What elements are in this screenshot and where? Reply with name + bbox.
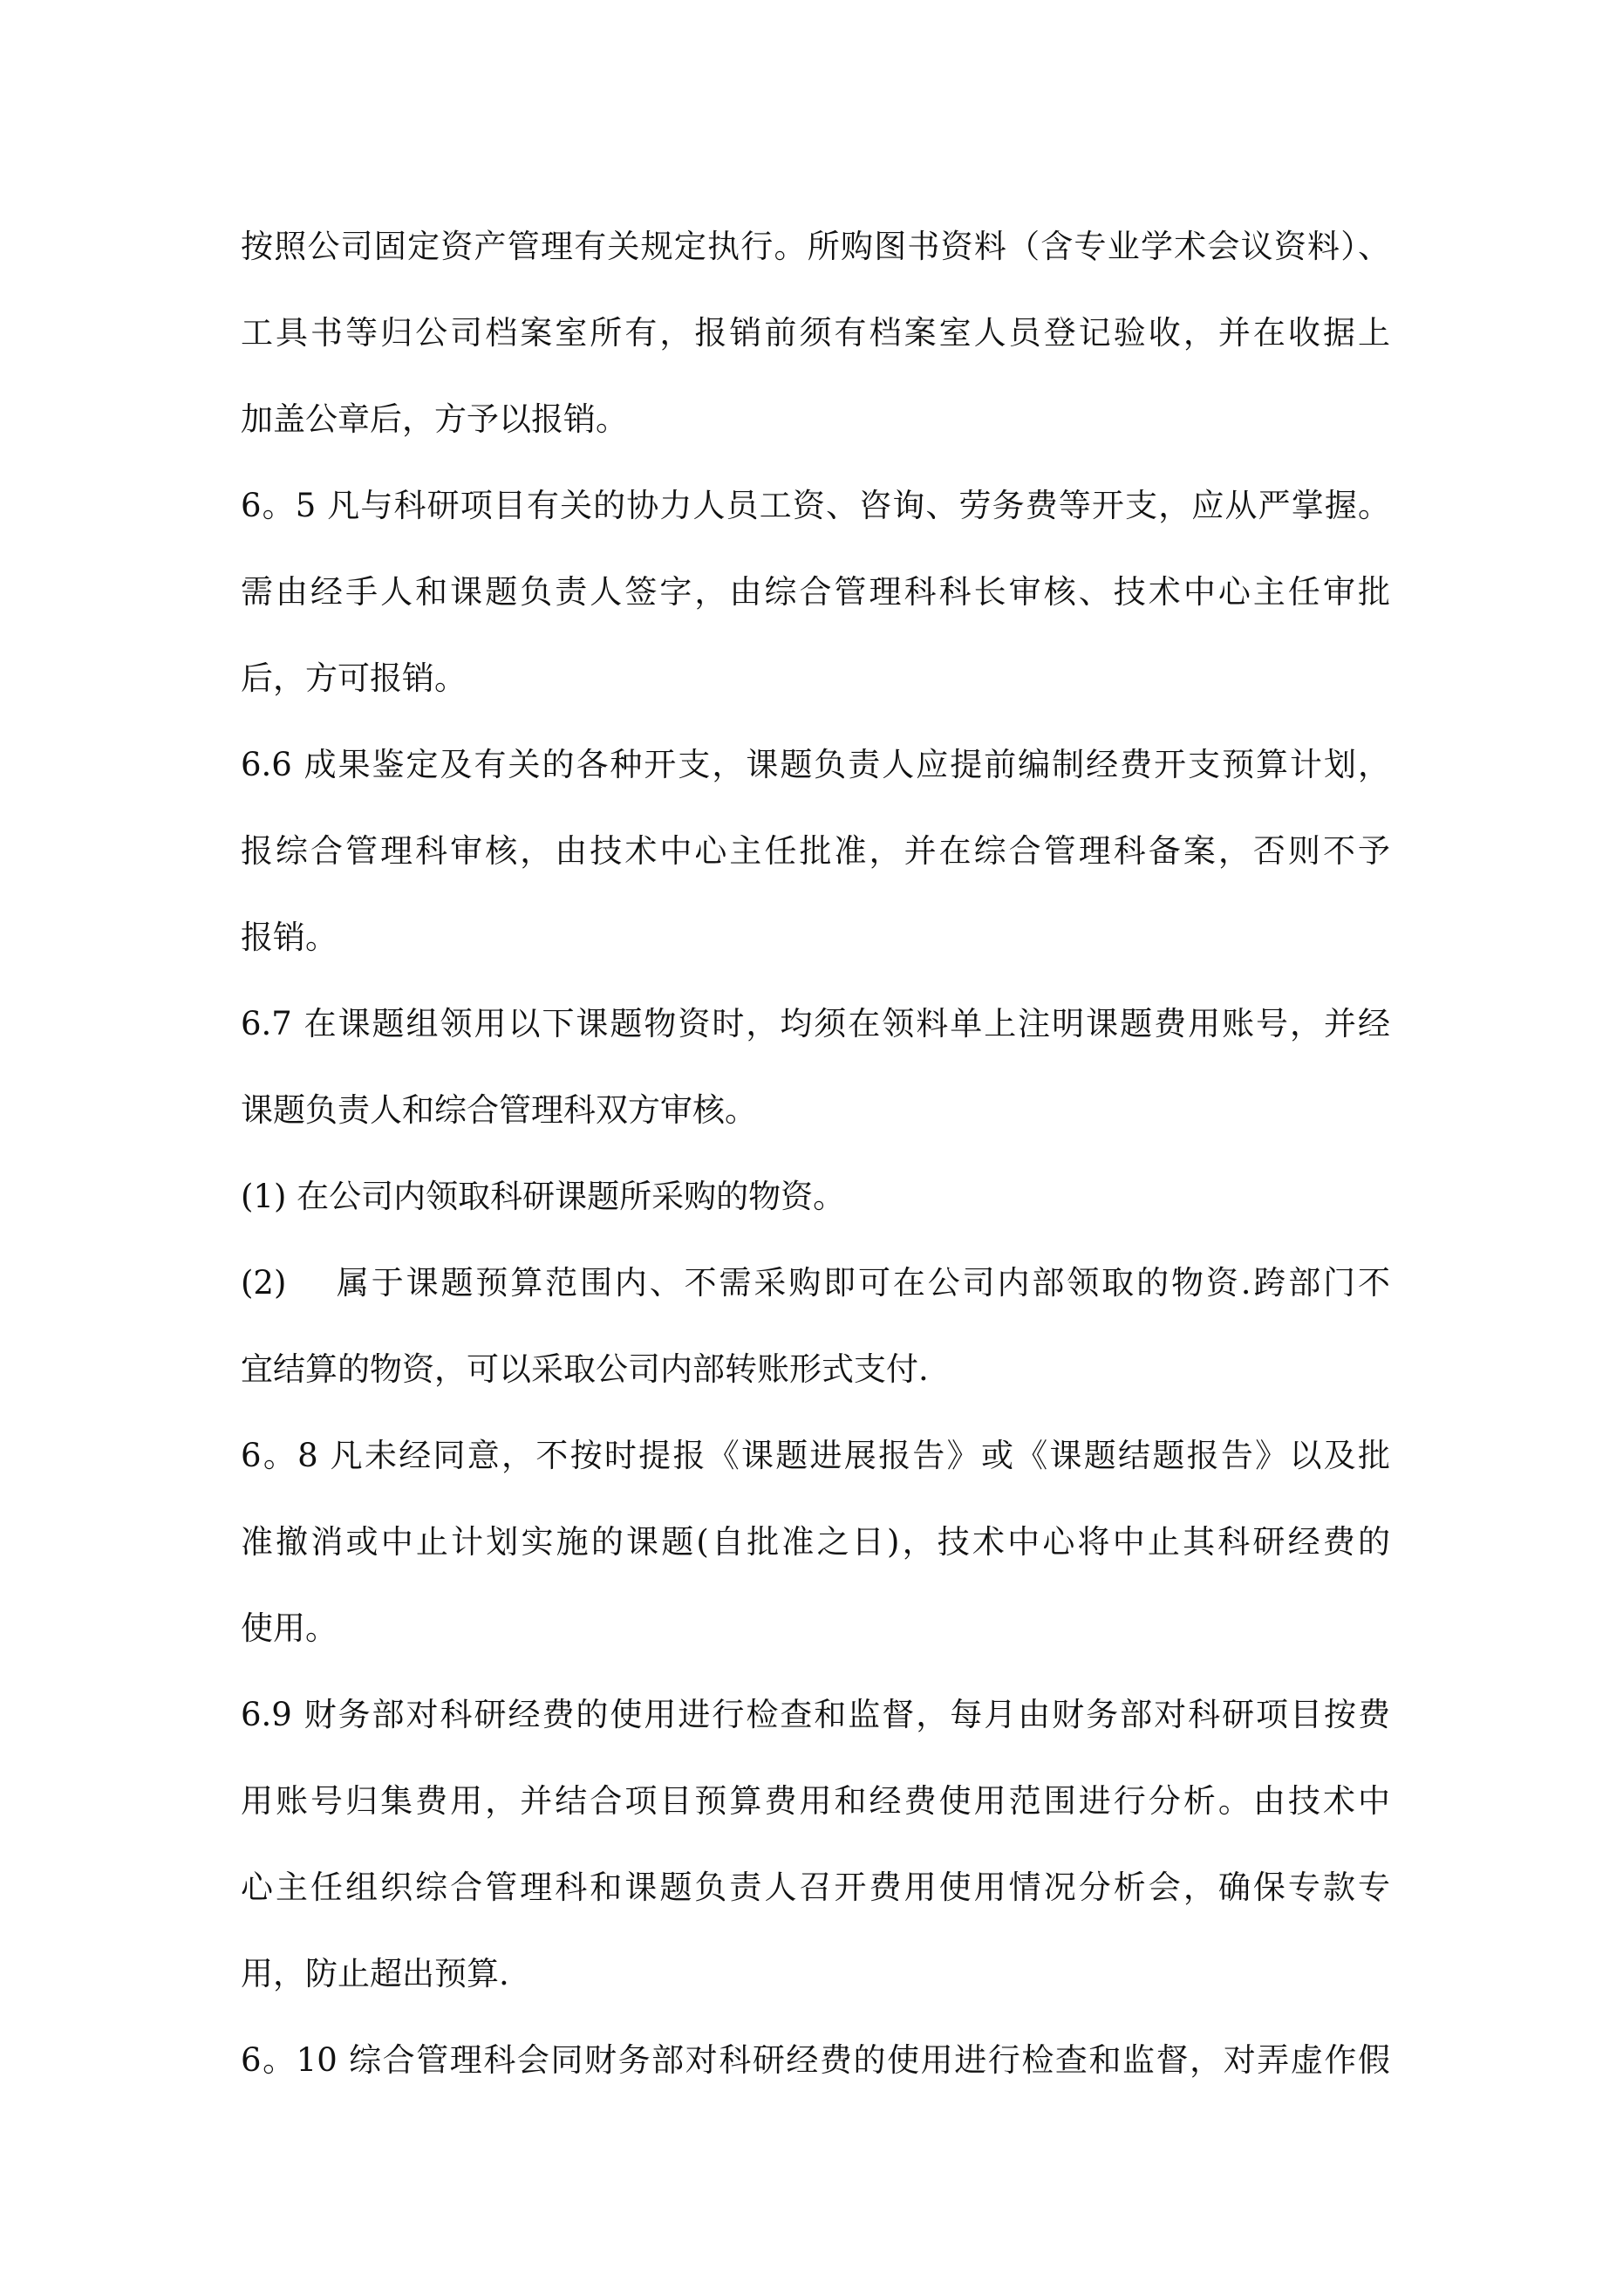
paragraph-6-5 (241, 462, 1390, 721)
paragraph-6-10 (241, 2017, 1390, 2103)
paragraph-6-7 (241, 981, 1390, 1153)
paragraph-line: 6。8 凡未经同意，不按时提报《课题进展报告》或《课题结题报告》以及批 (241, 1437, 1390, 1474)
paragraph-line: 课题负责人和综合管理科双方审核。 (241, 1091, 757, 1129)
paragraph-line: 6。10 综合管理科会同财务部对科研经费的使用进行检查和监督，对弄虚作假 (241, 2041, 1390, 2079)
paragraph-line: 用账号归集费用，并结合项目预算费用和经费使用范围进行分析。由技术中 (241, 1782, 1390, 1820)
list-item-1 (241, 1153, 1390, 1240)
paragraph-line: 后，方可报销。 (241, 659, 467, 697)
paragraph-line: 需由经手人和课题负责人签字，由综合管理科科长审核、技术中心主任审批 (241, 573, 1390, 611)
paragraph-line: 宜结算的物资，可以采取公司内部转账形式支付. (241, 1350, 929, 1388)
paragraph-line: 加盖公章后，方予以报销。 (241, 400, 628, 438)
paragraph-line: 6.9 财务部对科研经费的使用进行检查和监督，每月由财务部对科研项目按费 (241, 1696, 1390, 1733)
paragraph-6-6 (241, 721, 1390, 981)
paragraph-line: 报综合管理科审核，由技术中心主任批准，并在综合管理科备案，否则不予 (241, 832, 1390, 870)
paragraph-6-8 (241, 1412, 1390, 1671)
paragraph-line: 6。5 凡与科研项目有关的协力人员工资、咨询、劳务费等开支，应从严掌握。 (241, 487, 1390, 524)
paragraph-line: 心主任组织综合管理科和课题负责人召开费用使用情况分析会，确保专款专 (241, 1869, 1390, 1906)
paragraph-line: 用，防止超出预算. (241, 1955, 509, 1992)
paragraph-line: (1) 在公司内领取科研课题所采购的物资。 (241, 1178, 846, 1215)
list-item-2 (241, 1240, 1390, 1412)
paragraph-line: 工具书等归公司档案室所有，报销前须有档案室人员登记验收，并在收据上 (241, 314, 1390, 352)
paragraph-asset-management (241, 203, 1390, 462)
paragraph-line: 6.6 成果鉴定及有关的各种开支，课题负责人应提前编制经费开支预算计划， (241, 746, 1390, 783)
paragraph-line: 按照公司固定资产管理有关规定执行。所购图书资料（含专业学术会议资料）、 (241, 228, 1390, 265)
paragraph-line: 使用。 (241, 1609, 338, 1647)
paragraph-line: 6.7 在课题组领用以下课题物资时，均须在领料单上注明课题费用账号，并经 (241, 1005, 1390, 1042)
paragraph-line: (2) 属于课题预算范围内、不需采购即可在公司内部领取的物资.跨部门不 (241, 1264, 1390, 1302)
paragraph-line: 准撤消或中止计划实施的课题(自批准之日)，技术中心将中止其科研经费的 (241, 1523, 1390, 1561)
document-body (241, 203, 1390, 2103)
paragraph-6-9 (241, 1671, 1390, 2017)
paragraph-line: 报销。 (241, 919, 338, 956)
